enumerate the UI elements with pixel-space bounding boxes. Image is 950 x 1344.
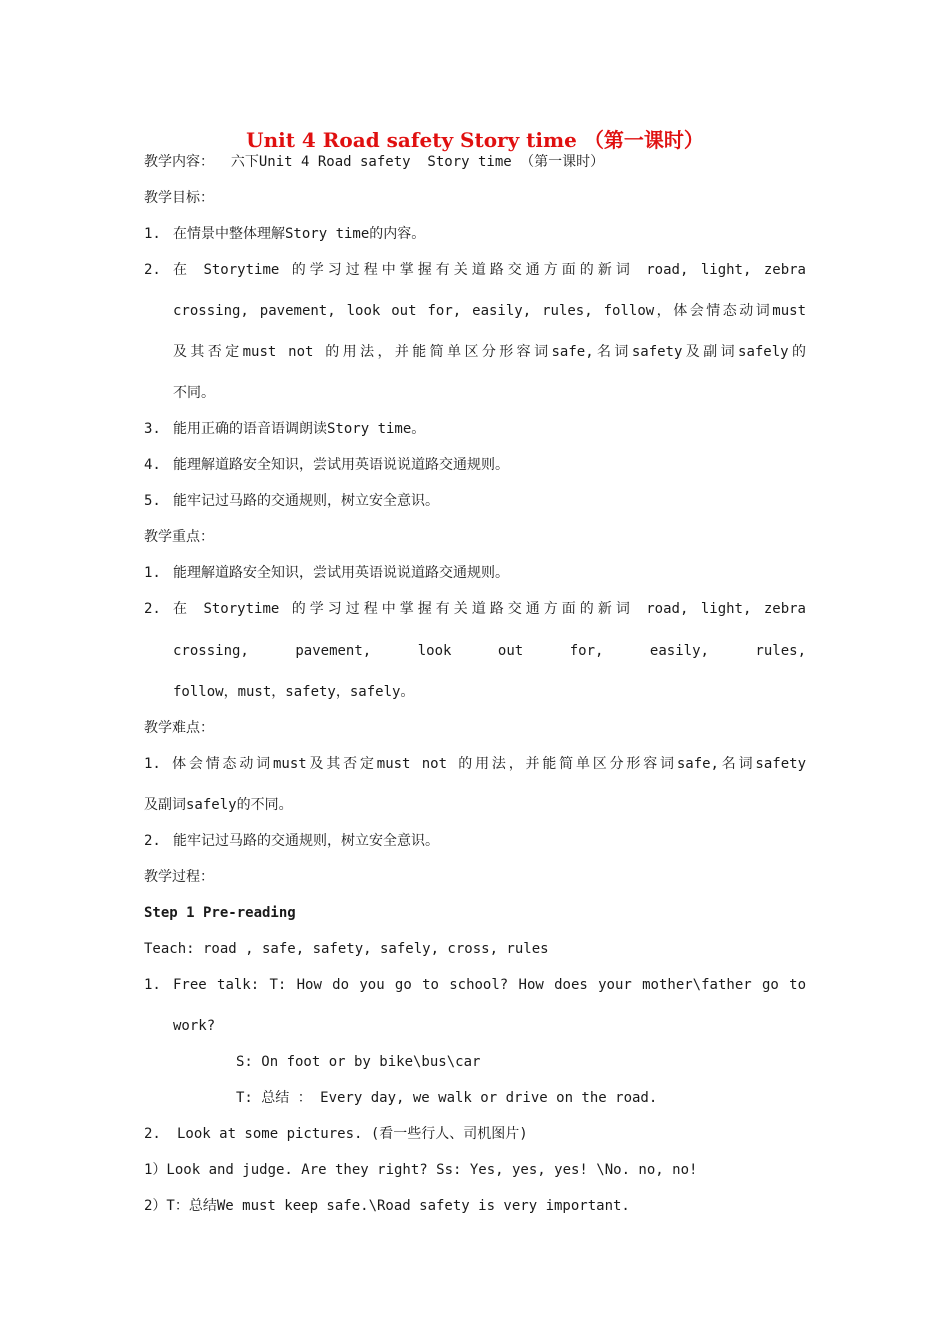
sub-item: 1）Look and judge. Are they right? Ss: Yes, yes, yes! \No. no, no!: [144, 1162, 698, 1178]
list-number: 2.: [144, 833, 161, 849]
list-number: 1.: [144, 226, 161, 242]
list-number: 2.: [144, 1126, 161, 1142]
sub-item: 2）T：总结We must keep safe.\Road safety is very important.: [144, 1198, 630, 1214]
teacher-summary: T: 总结 ： Every day, we walk or drive on the road.: [236, 1090, 658, 1106]
objective-item: 能理解道路安全知识，尝试用英语说说道路交通规则。: [173, 457, 509, 473]
list-number: 2.: [144, 601, 161, 617]
objective-item: 在情景中整体理解Story time的内容。: [173, 226, 426, 242]
process-heading: 教学过程：: [144, 869, 214, 885]
objectives-heading: 教学目标：: [144, 190, 214, 206]
look-pictures-line: Look at some pictures. (看一些行人、司机图片): [177, 1126, 528, 1142]
list-number: 1.: [144, 565, 161, 581]
list-number: 4.: [144, 457, 161, 473]
difficulties-heading: 教学难点：: [144, 720, 214, 736]
content-line: 教学内容： 六下Unit 4 Road safety Story time （第一课时）: [144, 154, 605, 170]
difficulty-item-continued: 及副词safely的不同。: [144, 797, 293, 813]
key-point-item: 能理解道路安全知识，尝试用英语说说道路交通规则。: [173, 565, 509, 581]
student-answer: S: On foot or by bike\bus\car: [236, 1054, 481, 1070]
difficulty-item: 能牢记过马路的交通规则，树立安全意识。: [173, 833, 439, 849]
objective-item: 能用正确的语音语调朗读Story time。: [173, 421, 426, 437]
key-point-item: 在 Storytime 的学习过程中掌握有关道路交通方面的新词 road, light, zebra: [173, 601, 806, 617]
list-number: 5.: [144, 493, 161, 509]
list-number: 1.: [144, 977, 161, 993]
list-number: 2.: [144, 262, 161, 278]
key-points-heading: 教学重点：: [144, 529, 214, 545]
objective-item: 能牢记过马路的交通规则，树立安全意识。: [173, 493, 439, 509]
objective-item-continued: 不同。: [173, 385, 215, 401]
free-talk-line-continued: work?: [173, 1018, 216, 1034]
document-title: Unit 4 Road safety Story time （第一课时）: [246, 128, 704, 152]
key-point-item-continued: follow，must，safety，safely。: [173, 684, 415, 700]
difficulty-item: 1. 体会情态动词must及其否定must not 的用法，并能简单区分形容词safe,名词safety: [144, 756, 806, 772]
list-number: 3.: [144, 421, 161, 437]
objective-item-continued: crossing, pavement, look out for, easily, rules, follow，体会情态动词must: [173, 303, 806, 319]
objective-item-continued: 及其否定must not 的用法，并能简单区分形容词safe,名词safety及副词safely的: [173, 344, 806, 360]
teach-line: Teach: road , safe, safety, safely, cross, rules: [144, 941, 549, 957]
objective-item: 在 Storytime 的学习过程中掌握有关道路交通方面的新词 road, light, zebra: [173, 262, 806, 278]
free-talk-line: Free talk: T: How do you go to school? How does your mother\father go to: [173, 977, 806, 993]
key-point-item-continued: crossing, pavement, look out for, easily, rules,: [173, 643, 806, 659]
step-heading: Step 1 Pre-reading: [144, 905, 296, 921]
